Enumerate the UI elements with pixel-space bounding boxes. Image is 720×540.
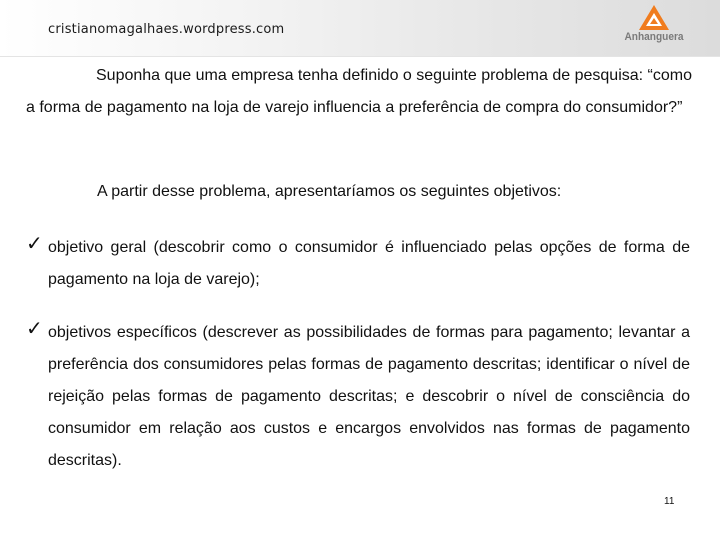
page-number: 11 <box>664 496 675 507</box>
anhanguera-triangle-logo-icon <box>636 4 672 32</box>
bullet-text: objetivos específicos (descrever as possibilidades de formas para pagamento; levantar a preferência dos consumidores pelas formas de pagamento descritas; identificar o nível de rejeição pelas formas de pagamento descritas; e descobrir o nível de consciência do consumidor em relação aos custos e encargos envolvidos nas formas de pagamento descritas). <box>48 324 690 469</box>
site-url: cristianomagalhaes.wordpress.com <box>48 22 285 37</box>
bullet-text: objetivo geral (descobrir como o consumidor é influenciado pelas opções de forma de pagamento na loja de varejo); <box>48 239 690 288</box>
objectives-intro: A partir desse problema, apresentaríamos os seguintes objetivos: <box>97 183 562 200</box>
intro-paragraph-text: Suponha que uma empresa tenha definido o seguinte problema de pesquisa: “como a forma de pagamento na loja de varejo influencia a preferência de compra do consumidor?” <box>26 67 692 116</box>
checkmark-icon: ✓ <box>26 316 43 340</box>
checkmark-icon: ✓ <box>26 231 43 255</box>
anhanguera-logo <box>614 4 694 48</box>
logo-text: Anhanguera <box>624 31 684 43</box>
header-band <box>0 0 720 57</box>
intro-paragraph <box>26 60 692 124</box>
